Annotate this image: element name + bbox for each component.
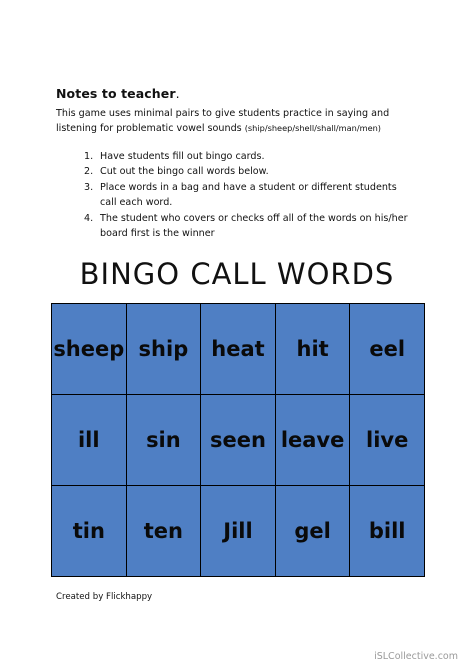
notes-heading (56, 86, 180, 101)
word-cell: gel (276, 486, 350, 576)
instruction-text: The student who covers or checks off all of the words on his/her board first is the winner (100, 212, 408, 240)
author-credit: Created by Flickhappy (56, 592, 153, 602)
word-cell: sheep (52, 304, 126, 394)
instruction-number: 4. (84, 212, 94, 224)
instruction-text: Place words in a bag and have a student or different students call each word. (100, 181, 397, 209)
word-cell: ship (127, 304, 201, 394)
word-cell: eel (350, 304, 424, 394)
word-cell: leave (276, 395, 350, 485)
instruction-number: 2. (84, 166, 94, 178)
word-cell: seen (201, 395, 275, 485)
word-cell: tin (52, 486, 126, 576)
notes-heading-punct: . (175, 86, 180, 101)
instruction-item (84, 164, 414, 179)
instruction-item (84, 180, 414, 211)
instruction-text: Cut out the bingo call words below. (100, 166, 269, 178)
notes-intro (56, 106, 426, 136)
word-cell: bill (350, 486, 424, 576)
site-watermark: iSLCollective.com (374, 651, 458, 662)
instruction-text: Have students fill out bingo cards. (100, 151, 265, 162)
instruction-number: 1. (84, 151, 94, 162)
word-cell: live (350, 395, 424, 485)
notes-intro-examples: (ship/sheep/shell/shall/man/men) (244, 123, 381, 133)
instruction-number: 3. (84, 181, 94, 193)
word-cell: sin (127, 395, 201, 485)
word-cell: hit (276, 304, 350, 394)
page-title: BINGO CALL WORDS (79, 257, 395, 291)
word-cell: ten (127, 486, 201, 576)
bingo-words-grid (51, 303, 425, 577)
instruction-list (84, 149, 414, 241)
instruction-item (84, 211, 414, 242)
notes-intro-text: This game uses minimal pairs to give students practice in saying and listening for problematic vowel sounds (56, 108, 390, 134)
word-cell: ill (52, 395, 126, 485)
notes-heading-text: Notes to teacher (56, 86, 176, 101)
word-cell: Jill (201, 486, 275, 576)
instruction-item (84, 149, 414, 164)
word-cell: heat (201, 304, 275, 394)
